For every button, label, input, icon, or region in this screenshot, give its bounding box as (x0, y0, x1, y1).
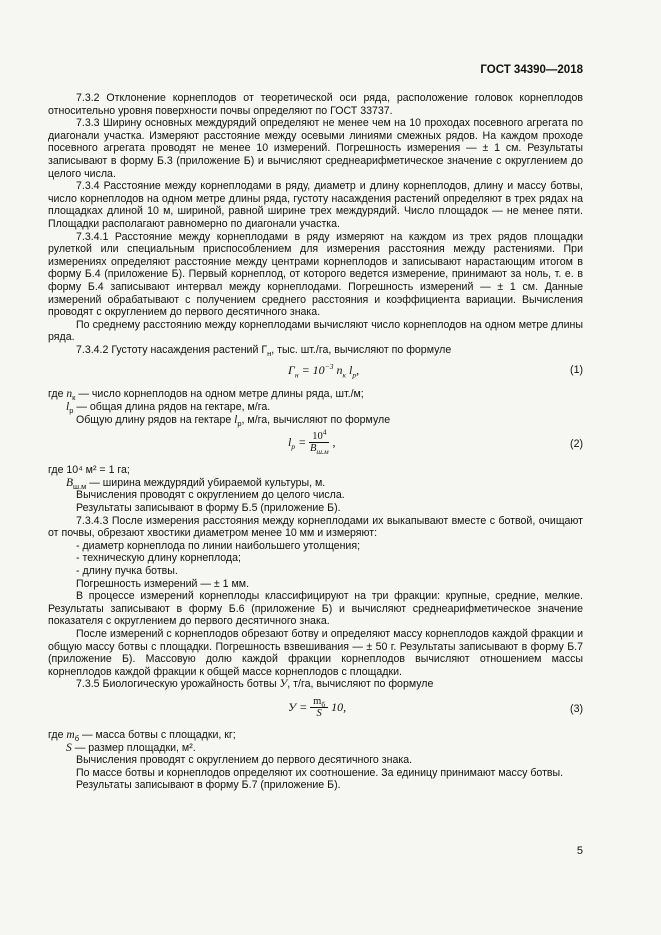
para-rounding-decimal: Вычисления проводят с округлением до первого десятичного знака. (76, 754, 413, 767)
formula-3-expression: У = $\frac{m_б}{S}$ 10, (288, 695, 347, 719)
formula-2-number: (2) (570, 438, 583, 451)
para-weighing: После измерений с корнеплодов обрезают ботву и определяют массу корнеплодов каждой фракции и общую массу ботвы с площадки. Погрешность взвешивания — ± 50 г. Результаты записывают в форму Б.7 (приложение Б). Массовую долю каждой фракции корнеплодов вычисляют отношением массы корнеплодов каждой фракции к общей массе корнеплодов с площадки. (48, 627, 583, 678)
formula-1 (48, 356, 583, 388)
where-bshm: $B_{ш.м}$ — ширина междурядий убираемой культуры, м. (66, 476, 326, 491)
para-7-3-3: 7.3.3 Ширину основных междурядий определяют не менее чем на 10 проходах посевного агрегата по диагонали участка. Измеряют расстояние между осевыми линиями смежных рядов. На каждом проходе посевного агрегата проводят не менее 10 измерений. Погрешность измерения — ± 1 см. Результаты записывают в форму Б.3 (приложение Б) и вычисляют среднеарифметическое значение с округлением до целого числа. (48, 117, 583, 180)
para-7-3-4-2: 7.3.4.2 Густоту насаждения растений $Г_н$, тыс. шт./га, вычисляют по формуле (76, 343, 452, 358)
where-10-4: где 10⁴ м² = 1 га; (48, 464, 130, 477)
list-item: - длину пучка ботвы. (76, 565, 178, 577)
para-total-length: Общую длину рядов на гектаре $l_р$, м/га, вычисляют по формуле (76, 413, 391, 428)
page-number: 5 (576, 845, 583, 857)
where-nk: где $n_к$ — число корнеплодов на одном метре длины ряда, шт./м; (48, 388, 364, 403)
formula-2-expression: $l_р$ = $\frac{10^4}{B_{ш.м}}$ , (288, 427, 336, 457)
para-fractions: В процессе измерений корнеплоды классифицируют на три фракции: крупные, средние, мелкие. Результаты записывают в форму Б.6 (приложение Б) и вычисляют среднеарифметическое значение показателя с округлением до первого десятичного знака. (48, 590, 583, 628)
list-item: - техническую длину корнеплода; (76, 552, 241, 565)
para-7-3-4: 7.3.4 Расстояние между корнеплодами в ряду, диаметр и длину корнеплодов, длину и массу ботвы, число корнеплодов на одном метре длины ряда, густоту насаждения растений определяют в трех рядах на площадках длиной 10 м, шириной, равной ширине трех междурядий. Число площадок — не менее пяти. Площадки располагают равномерно по диагонали участка. (48, 180, 583, 230)
para-error-mm: Погрешность измерений — ± 1 мм. (76, 577, 250, 590)
where-lr: $l_р$ — общая длина рядов на гектаре, м/га. (66, 401, 271, 416)
formula-3 (48, 691, 583, 729)
para-7-3-2: 7.3.2 Отклонение корнеплодов от теоретической оси ряда, расположение головок корнеплодов относительно уровня поверхности почвы определяют по ГОСТ 33737. (48, 92, 583, 117)
para-form-b7: Результаты записывают в форму Б.7 (приложение Б). (76, 779, 341, 792)
para-rounding-integer: Вычисления проводят с округлением до целого числа. (76, 489, 345, 502)
para-form-b5: Результаты записывают в форму Б.5 (приложение Б). (76, 502, 341, 515)
where-mb: где $m_б$ — масса ботвы с площадки, кг; (48, 728, 236, 744)
para-7-3-5: 7.3.5 Биологическую урожайность ботвы У, т/га, вычисляют по формуле (76, 678, 434, 691)
formula-1-expression: $Г_н = 10^{-3}$ $n_к$ $l_р$, (288, 362, 360, 380)
para-ratio: По массе ботвы и корнеплодов определяют их соотношение. За единицу принимают массу ботвы. (76, 766, 564, 779)
where-s: S — размер площадки, м². (66, 741, 196, 754)
formula-2 (48, 426, 583, 464)
document-header: ГОСТ 34390—2018 (480, 64, 583, 76)
formula-3-number: (3) (570, 702, 583, 715)
list-item: - диаметр корнеплода по линии наибольшего утолщения; (76, 539, 361, 552)
para-row-count: По среднему расстоянию между корнеплодами вычисляют число корнеплодов на одном метре длины ряда. (48, 318, 583, 344)
para-7-3-4-3: 7.3.4.3 После измерения расстояния между корнеплодами их выкапывают вместе с ботвой, очищают от почвы, обрезают хвостики диаметром менее 10 мм и измеряют: (48, 514, 583, 540)
para-7-3-4-1: 7.3.4.1 Расстояние между корнеплодами в ряду измеряют на каждом из трех рядов площадки рулеткой или специальным приспособлением для измерения расстояния между растениями. При измерениях определяют расстояние между центрами корнеплодов и записывают нарастающим итогом в форму Б.4 (приложение Б). Первый корнеплод, от которого ведется измерение, принимают за ноль, т. е. в форму Б.4 записывают интервал между корнеплодами. Погрешность измерений — ± 1 см. Данные измерений обрабатывают с получением среднего расстояния и коэффициента вариации. Вычисления проводят с округлением до первого десятичного знака. (48, 230, 583, 319)
page-body (48, 92, 583, 792)
formula-1-number: (1) (570, 364, 583, 377)
